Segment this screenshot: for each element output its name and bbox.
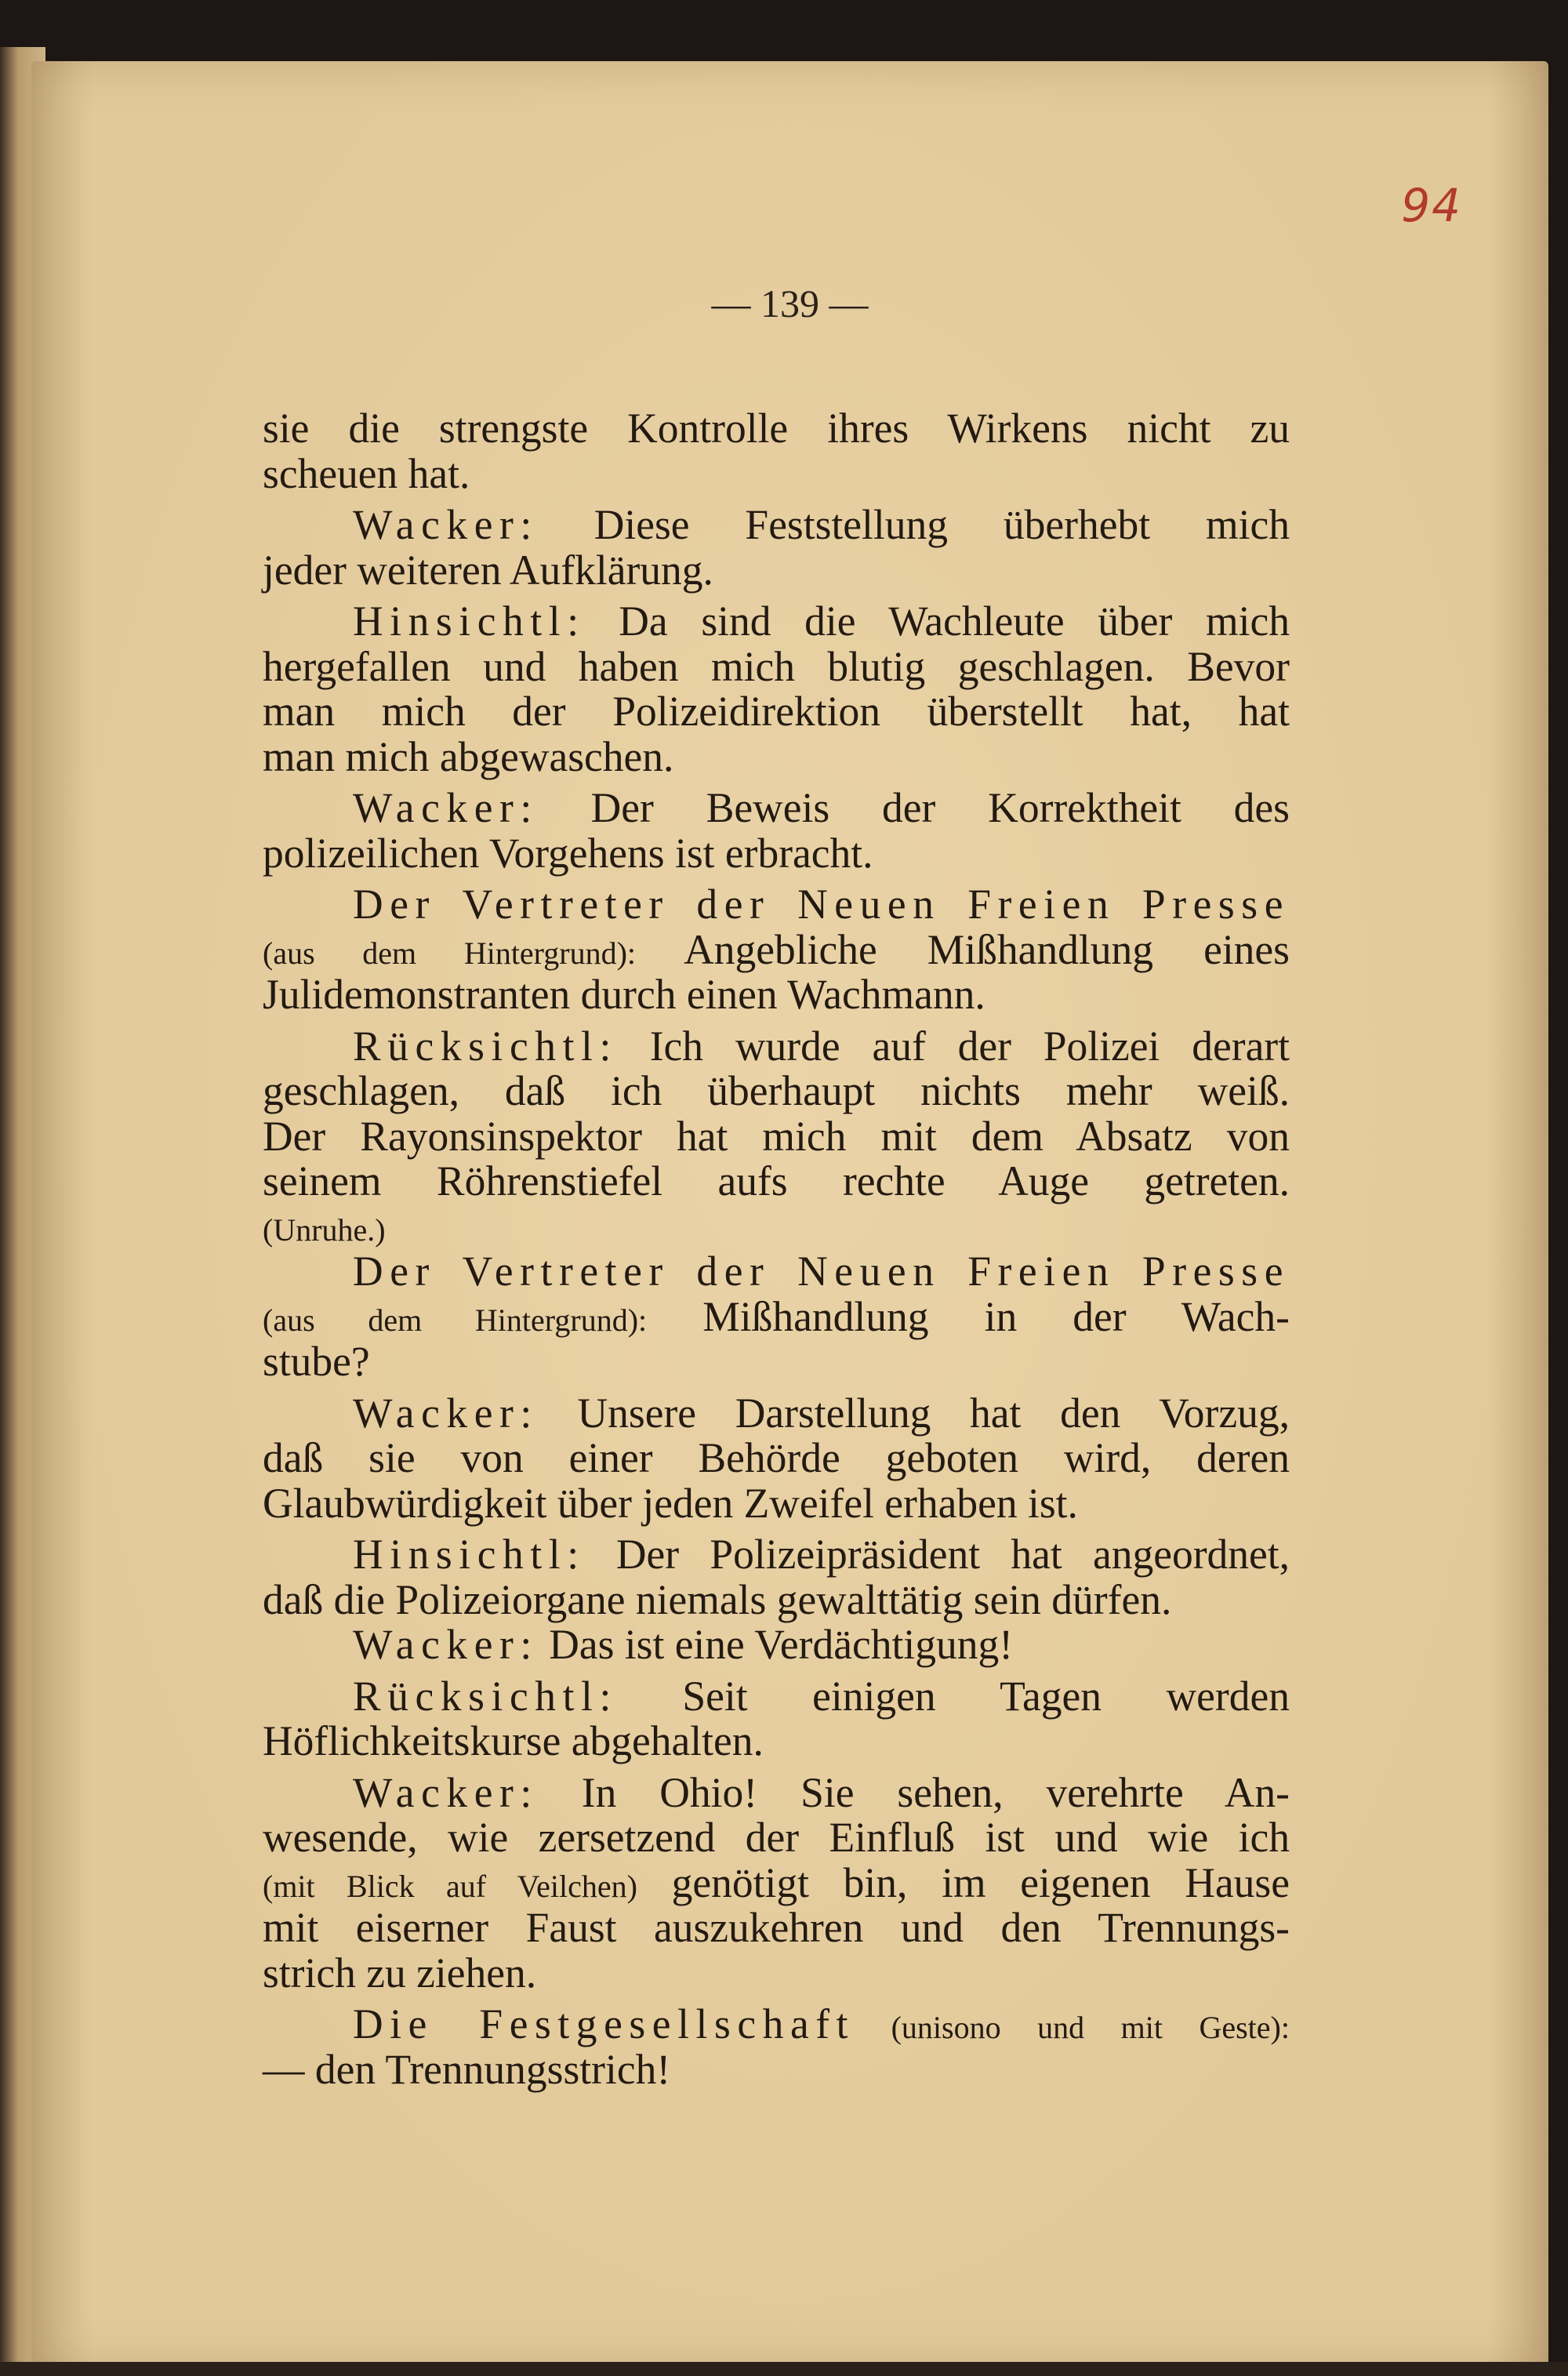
speaker-name: Wacker: <box>353 501 539 548</box>
text-line: Wacker: Unsere Darstellung hat den Vorzug, <box>353 1389 1290 1437</box>
text-line: Glaubwürdigkeit über jeden Zweifel erhaben ist. <box>263 1479 1078 1527</box>
text-line: daß die Polizeiorgane niemals gewalttätig sein dürfen. <box>263 1575 1172 1623</box>
speaker-name: Die Festgesellschaft <box>353 2000 855 2047</box>
speaker-name: Hinsichtl: <box>353 598 586 645</box>
text-line: (aus dem Hintergrund): Angebliche Mißhandlung eines <box>263 925 1290 973</box>
speaker-name: Hinsichtl: <box>353 1531 586 1578</box>
speaker-name: Rücksichtl: <box>353 1022 618 1070</box>
text-line: — den Trennungsstrich! <box>263 2045 671 2093</box>
text-line: mit eiserner Faust auszukehren und den Trennungs- <box>263 1904 1290 1951</box>
text-line: Der Rayonsinspektor hat mich mit dem Absatz von <box>263 1112 1290 1160</box>
text-line: seinem Röhrenstiefel aufs rechte Auge getreten. <box>263 1157 1290 1204</box>
text-line: Julidemonstranten durch einen Wachmann. <box>263 971 985 1018</box>
text-line: strich zu ziehen. <box>263 1949 537 1996</box>
text-line: man mich der Polizeidirektion überstellt hat, hat <box>263 688 1290 735</box>
stage-direction: (Unruhe.) <box>263 1212 386 1248</box>
text-line <box>263 1249 1290 1295</box>
speaker-name: Wacker: <box>353 784 539 831</box>
stage-direction: (aus dem Hintergrund): <box>263 1302 648 1338</box>
text-line: Rücksichtl: Seit einigen Tagen werden <box>353 1672 1290 1720</box>
speaker-name: Wacker: <box>353 1389 539 1437</box>
text-line <box>263 882 1290 928</box>
text-line <box>263 1204 1290 1250</box>
handwritten-folio-number: 94 <box>1401 179 1462 232</box>
text-line: man mich abgewaschen. <box>263 732 674 780</box>
text-line: Wacker: In Ohio! Sie sehen, verehrte An- <box>353 1768 1290 1816</box>
speaker-name: Wacker: <box>353 1621 539 1668</box>
text-line: wesende, wie zersetzend der Einfluß ist und wie ich <box>263 1814 1290 1861</box>
speaker-name: Der Vertreter der Neuen Freien Presse <box>353 881 1290 928</box>
text-line: Wacker: Diese Feststellung überhebt mich <box>353 501 1290 548</box>
text-line: polizeilichen Vorgehens ist erbracht. <box>263 829 873 877</box>
text-line: stube? <box>263 1338 370 1385</box>
page-number: — 139 — <box>711 282 869 325</box>
stage-direction: (aus dem Hintergrund): <box>263 935 637 971</box>
stage-direction: (mit Blick auf Veilchen) <box>263 1868 637 1904</box>
speaker-name: Rücksichtl: <box>353 1672 618 1720</box>
text-line: geschlagen, daß ich überhaupt nichts mehr weiß. <box>263 1067 1290 1114</box>
text-line: daß sie von einer Behörde geboten wird, deren <box>263 1434 1290 1481</box>
text-line: scheuen hat. <box>263 449 470 497</box>
speaker-name: Der Vertreter der Neuen Freien Presse <box>353 1248 1290 1295</box>
text-line: Rücksichtl: Ich wurde auf der Polizei derart <box>353 1022 1290 1070</box>
speaker-name: Wacker: <box>353 1768 539 1816</box>
text-line: jeder weiteren Aufklärung. <box>263 546 713 594</box>
text-line <box>263 2002 1290 2047</box>
text-line: hergefallen und haben mich blutig geschlagen. Bevor <box>263 642 1290 690</box>
text-line: Höflichkeitskurse abgehalten. <box>263 1717 764 1764</box>
text-line: Hinsichtl: Da sind die Wachleute über mich <box>353 598 1290 645</box>
text-line: (mit Blick auf Veilchen) genötigt bin, im eigenen Hause <box>263 1858 1290 1906</box>
stage-direction: (unisono und mit Geste): <box>855 2010 1290 2045</box>
text-line: Wacker: Der Beweis der Korrektheit des <box>353 784 1290 831</box>
text-line: Wacker: Das ist eine Verdächtigung! <box>353 1621 1014 1668</box>
text-line: sie die strengste Kontrolle ihres Wirkens nicht zu <box>263 405 1290 452</box>
book-page <box>31 61 1548 2371</box>
text-line: (aus dem Hintergrund): Mißhandlung in der Wach- <box>263 1292 1290 1340</box>
text-line: Hinsichtl: Der Polizeipräsident hat angeordnet, <box>353 1531 1290 1578</box>
scan-bottom-band <box>0 2362 1568 2376</box>
body-text <box>263 406 1290 2092</box>
